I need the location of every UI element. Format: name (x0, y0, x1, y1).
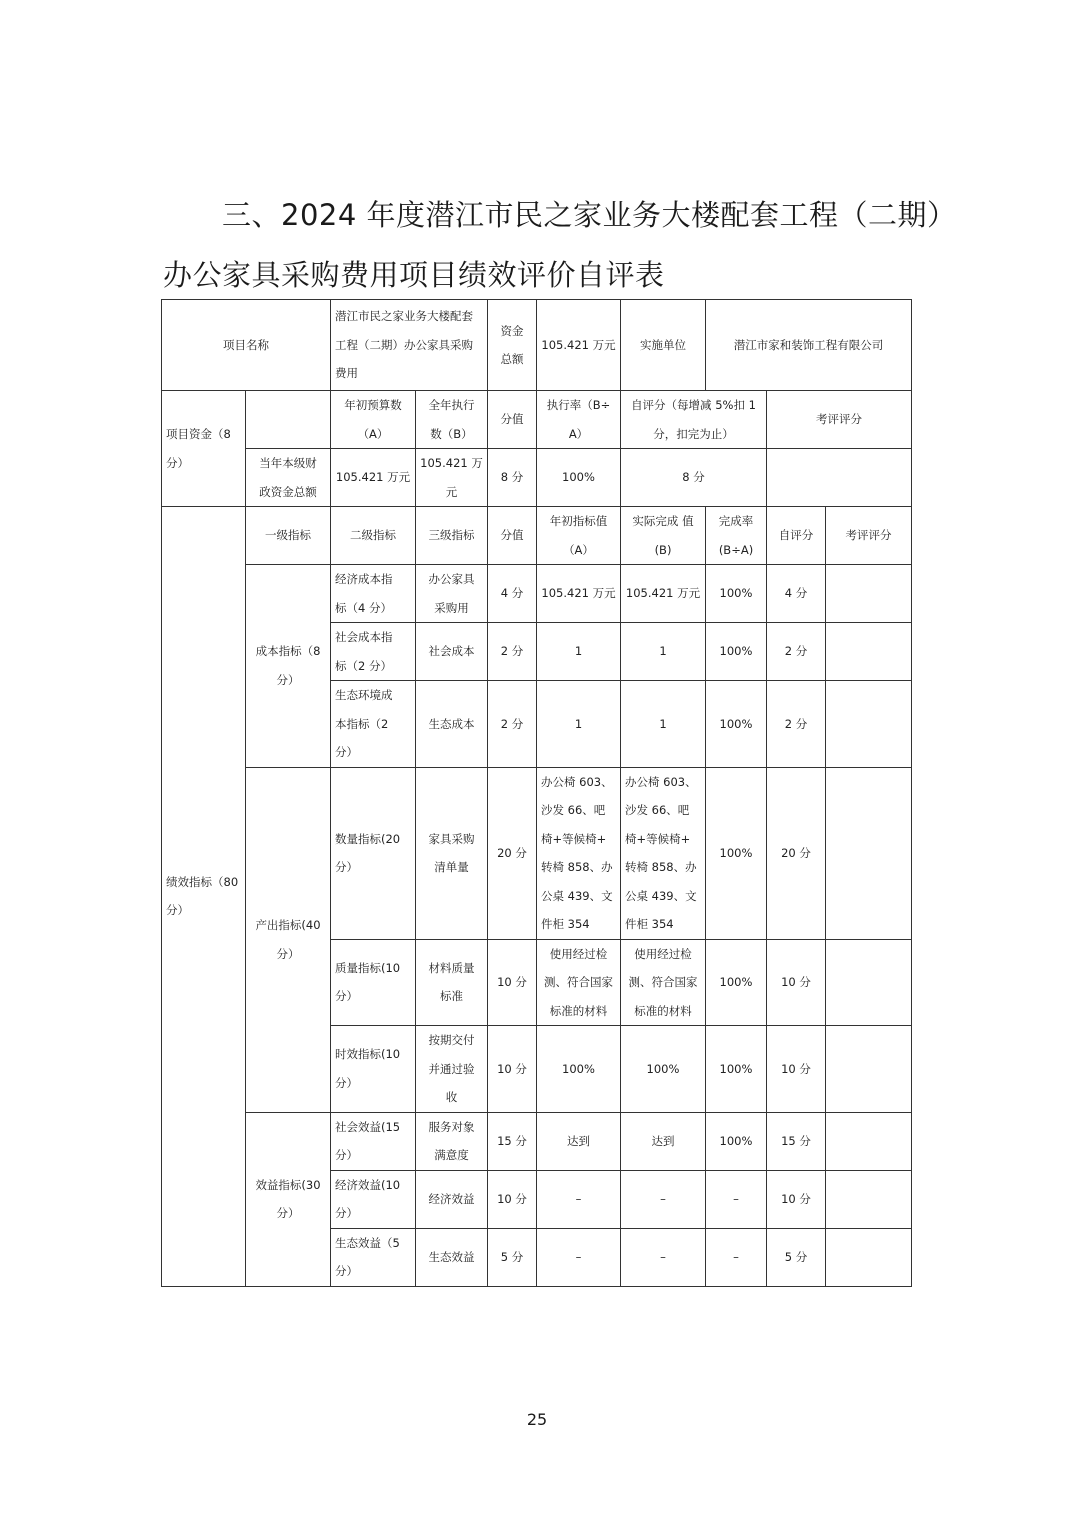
implementing-unit-label: 实施单位 (621, 300, 706, 391)
table-row (162, 1112, 912, 1170)
level2-indicator: 社会成本指 标（2 分） (331, 623, 416, 681)
target-cell: 100% (537, 1026, 621, 1113)
review-score-cell (826, 1170, 912, 1228)
actual-cell: 100% (621, 1026, 706, 1113)
actual-cell: 达到 (621, 1112, 706, 1170)
actual-cell: 使用经过检 测、符合国家 标准的材料 (621, 939, 706, 1026)
funds-header-row (162, 391, 912, 449)
level2-indicator: 时效指标(10 分） (331, 1026, 416, 1113)
actual-cell: – (621, 1170, 706, 1228)
performance-indicators-label: 绩效指标（80 分） (162, 507, 246, 1287)
self-score-cell: 2 分 (767, 623, 826, 681)
level3-indicator: 生态效益 (416, 1228, 488, 1286)
page-title-line-2: 办公家具采购费用项目绩效评价自评表 (163, 258, 665, 292)
funds-header-rate: 执行率（B÷ A） (537, 391, 621, 449)
completion-cell: 100% (706, 939, 767, 1026)
funds-empty-cell (246, 391, 331, 449)
project-info-row (162, 300, 912, 391)
level2-indicator: 生态效益（5 分） (331, 1228, 416, 1286)
indicator-header-target: 年初指标值 （A） (537, 507, 621, 565)
funds-header-exec: 全年执行 数（B） (416, 391, 488, 449)
review-score-cell (826, 623, 912, 681)
level3-indicator: 服务对象 满意度 (416, 1112, 488, 1170)
implementing-unit-value: 潜江市家和装饰工程有限公司 (706, 300, 912, 391)
self-score-cell: 10 分 (767, 1170, 826, 1228)
level3-indicator: 家具采购 清单量 (416, 767, 488, 939)
level3-indicator: 经济效益 (416, 1170, 488, 1228)
actual-cell: 1 (621, 623, 706, 681)
score-cell: 4 分 (488, 565, 537, 623)
review-score-cell (826, 1228, 912, 1286)
completion-cell: – (706, 1228, 767, 1286)
funds-budget-value: 105.421 万元 (331, 449, 416, 507)
indicator-header-review-score: 考评评分 (826, 507, 912, 565)
indicator-header-level2: 二级指标 (331, 507, 416, 565)
funds-header-review-score: 考评评分 (767, 391, 912, 449)
score-cell: 10 分 (488, 1170, 537, 1228)
self-score-cell: 10 分 (767, 1026, 826, 1113)
funds-exec-value: 105.421 万 元 (416, 449, 488, 507)
funds-review-score-value (767, 449, 912, 507)
page-number: 25 (526, 1410, 548, 1429)
actual-cell: – (621, 1228, 706, 1286)
self-score-cell: 20 分 (767, 767, 826, 939)
funds-self-score-value: 8 分 (621, 449, 767, 507)
self-score-cell: 2 分 (767, 681, 826, 768)
funds-score-value: 8 分 (488, 449, 537, 507)
level3-indicator: 生态成本 (416, 681, 488, 768)
fund-total-value: 105.421 万元 (537, 300, 621, 391)
target-cell: – (537, 1170, 621, 1228)
level2-indicator: 数量指标(20 分） (331, 767, 416, 939)
score-cell: 20 分 (488, 767, 537, 939)
target-cell: 1 (537, 623, 621, 681)
level3-indicator: 按期交付 并通过验 收 (416, 1026, 488, 1113)
level2-indicator: 质量指标(10 分） (331, 939, 416, 1026)
target-cell: 达到 (537, 1112, 621, 1170)
self-score-cell: 4 分 (767, 565, 826, 623)
completion-cell: 100% (706, 1112, 767, 1170)
score-cell: 10 分 (488, 939, 537, 1026)
level3-indicator: 社会成本 (416, 623, 488, 681)
target-cell: 105.421 万元 (537, 565, 621, 623)
funds-row-label: 当年本级财 政资金总额 (246, 449, 331, 507)
score-cell: 2 分 (488, 623, 537, 681)
funds-header-budget: 年初预算数 （A） (331, 391, 416, 449)
score-cell: 2 分 (488, 681, 537, 768)
fund-total-label: 资金 总额 (488, 300, 537, 391)
indicator-header-self-score: 自评分 (767, 507, 826, 565)
score-cell: 15 分 (488, 1112, 537, 1170)
funds-value-row (162, 449, 912, 507)
project-funds-label: 项目资金（8 分） (162, 391, 246, 507)
score-cell: 5 分 (488, 1228, 537, 1286)
completion-cell: – (706, 1170, 767, 1228)
completion-cell: 100% (706, 1026, 767, 1113)
level3-indicator: 材料质量 标准 (416, 939, 488, 1026)
review-score-cell (826, 1112, 912, 1170)
target-cell: – (537, 1228, 621, 1286)
actual-cell: 1 (621, 681, 706, 768)
self-score-cell: 15 分 (767, 1112, 826, 1170)
table-row (162, 565, 912, 623)
level2-indicator: 社会效益(15 分） (331, 1112, 416, 1170)
completion-cell: 100% (706, 623, 767, 681)
review-score-cell (826, 1026, 912, 1113)
actual-cell: 105.421 万元 (621, 565, 706, 623)
target-cell: 1 (537, 681, 621, 768)
funds-header-self-score: 自评分（每增减 5%扣 1 分，扣完为止） (621, 391, 767, 449)
indicator-header-completion: 完成率 (B÷A) (706, 507, 767, 565)
review-score-cell (826, 565, 912, 623)
performance-evaluation-table (161, 299, 912, 1287)
actual-cell: 办公椅 603、 沙发 66、吧 椅+等候椅+ 转椅 858、办 公桌 439、文 件柜 354 (621, 767, 706, 939)
self-score-cell: 5 分 (767, 1228, 826, 1286)
table-row (162, 767, 912, 939)
indicator-header-actual: 实际完成 值 (B) (621, 507, 706, 565)
indicator-header-row (162, 507, 912, 565)
page-title-line-1: 三、2024 年度潜江市民之家业务大楼配套工程（二期） (222, 198, 957, 232)
level2-indicator: 生态环境成 本指标（2 分） (331, 681, 416, 768)
review-score-cell (826, 681, 912, 768)
funds-header-score: 分值 (488, 391, 537, 449)
review-score-cell (826, 767, 912, 939)
funds-rate-value: 100% (537, 449, 621, 507)
level2-indicator: 经济效益(10 分） (331, 1170, 416, 1228)
target-cell: 办公椅 603、 沙发 66、吧 椅+等候椅+ 转椅 858、办 公桌 439、文 件柜 354 (537, 767, 621, 939)
review-score-cell (826, 939, 912, 1026)
indicator-header-score: 分值 (488, 507, 537, 565)
project-name-label: 项目名称 (162, 300, 331, 391)
project-name-value: 潜江市民之家业务大楼配套工程（二期）办公家具采购费用 (331, 300, 488, 391)
target-cell: 使用经过检 测、符合国家 标准的材料 (537, 939, 621, 1026)
cost-indicator-group: 成本指标（8 分） (246, 565, 331, 768)
completion-cell: 100% (706, 767, 767, 939)
level2-indicator: 经济成本指 标（4 分） (331, 565, 416, 623)
level3-indicator: 办公家具 采购用 (416, 565, 488, 623)
completion-cell: 100% (706, 681, 767, 768)
indicator-header-level3: 三级指标 (416, 507, 488, 565)
indicator-header-level1: 一级指标 (246, 507, 331, 565)
completion-cell: 100% (706, 565, 767, 623)
score-cell: 10 分 (488, 1026, 537, 1113)
benefit-indicator-group: 效益指标(30 分） (246, 1112, 331, 1286)
self-score-cell: 10 分 (767, 939, 826, 1026)
output-indicator-group: 产出指标(40 分） (246, 767, 331, 1112)
